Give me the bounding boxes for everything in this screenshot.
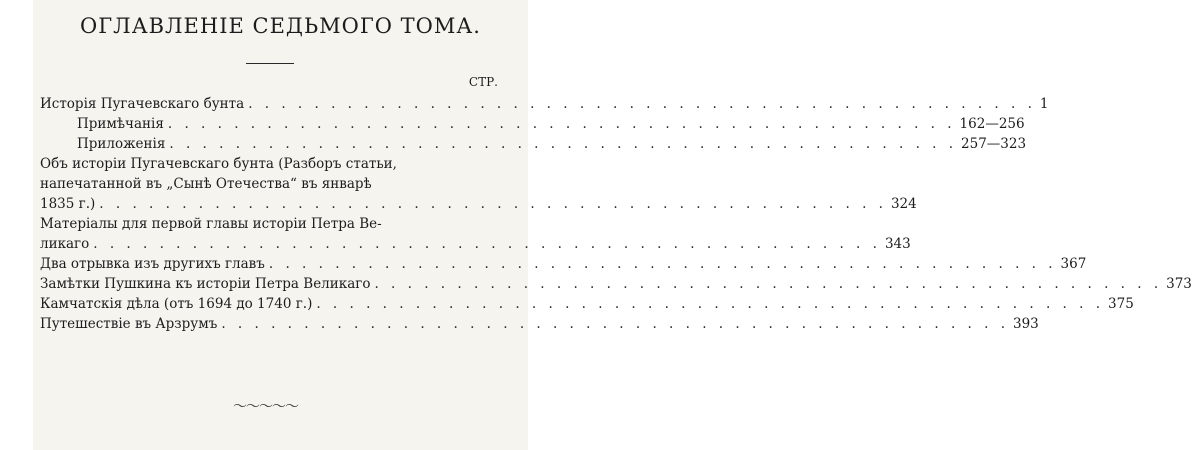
toc-entry-title-line: ликаго [40,236,90,252]
toc-entry-title: Путешествіе въ Арзрумъ [40,316,218,332]
toc-entry-page: 375 [1108,296,1134,312]
toc-entry [40,154,917,214]
toc-entry-title: Два отрывка изъ другихъ главъ [40,256,265,272]
book-page [33,0,1192,450]
leader-dots: . . . . . . . . . . . . . . . . . . . . . . . . . . . . . . . . . . . . . . . . . . . . . . . . [169,136,958,152]
table-of-contents [40,94,1192,334]
leader-dots: . . . . . . . . . . . . . . . . . . . . . . . . . . . . . . . . . . . . . . . . . . . . . . . . [167,116,956,132]
toc-entry-title-line: Матеріалы для первой главы исторіи Петра Ве- [40,216,382,232]
title-rule [246,63,294,64]
decorative-flourish: 〜〜〜〜〜 [233,399,298,415]
page-title: ОГЛАВЛЕНІЕ СЕДЬМОГО ТОМА. [80,14,481,38]
toc-entry-title-line: Объ исторіи Пугачевскаго бунта (Разборъ статьи, [40,156,397,172]
toc-entry-page: 257—323 [961,136,1027,152]
toc-entry-page: 162—256 [959,116,1025,132]
toc-entry-title: Исторія Пугачевскаго бунта [40,96,245,112]
leader-dots: . . . . . . . . . . . . . . . . . . . . . . . . . . . . . . . . . . . . . . . . . . . . . . . . [268,256,1057,272]
toc-entry-page: 393 [1013,316,1039,332]
toc-entry [40,254,1087,274]
toc-entry [40,94,1049,114]
leader-dots: . . . . . . . . . . . . . . . . . . . . . . . . . . . . . . . . . . . . . . . . . . . . . . . . [374,276,1163,292]
toc-entry-page: 324 [890,196,917,212]
leader-dots: . . . . . . . . . . . . . . . . . . . . . . . . . . . . . . . . . . . . . . . . . . . . . . . . [248,96,1036,112]
toc-entry-page: 367 [1060,256,1087,272]
leader-dots: . . . . . . . . . . . . . . . . . . . . . . . . . . . . . . . . . . . . . . . . . . . . . . . . [221,316,1009,332]
leader-dots: . . . . . . . . . . . . . . . . . . . . . . . . . . . . . . . . . . . . . . . . . . . . . . . . [99,196,887,212]
toc-entry-page: 343 [884,236,911,252]
toc-entry-title: Примѣчанія [77,116,164,132]
toc-entry [40,274,1192,294]
toc-entry [40,294,1134,314]
toc-entry-title: Замѣтки Пушкина къ исторіи Петра Великаго [40,276,371,292]
toc-entry [40,314,1039,334]
toc-entry-title: Приложенія [77,136,166,152]
toc-entry [40,114,1025,134]
toc-entry [40,214,911,254]
toc-entry-title: Камчатскія дѣла (отъ 1694 до 1740 г.) [40,296,313,312]
toc-entry-page: 1 [1039,96,1049,112]
page-column-label: СТР. [468,75,498,89]
leader-dots: . . . . . . . . . . . . . . . . . . . . . . . . . . . . . . . . . . . . . . . . . . . . . . . . [93,236,881,252]
leader-dots: . . . . . . . . . . . . . . . . . . . . . . . . . . . . . . . . . . . . . . . . . . . . . . . . [316,296,1105,312]
toc-entry-page: 373 [1166,276,1192,292]
toc-entry [40,134,1027,154]
toc-entry-title-line: 1835 г.) [40,196,96,212]
toc-entry-title-line: напечатанной въ „Сынѣ Отечества“ въ январѣ [40,176,372,192]
